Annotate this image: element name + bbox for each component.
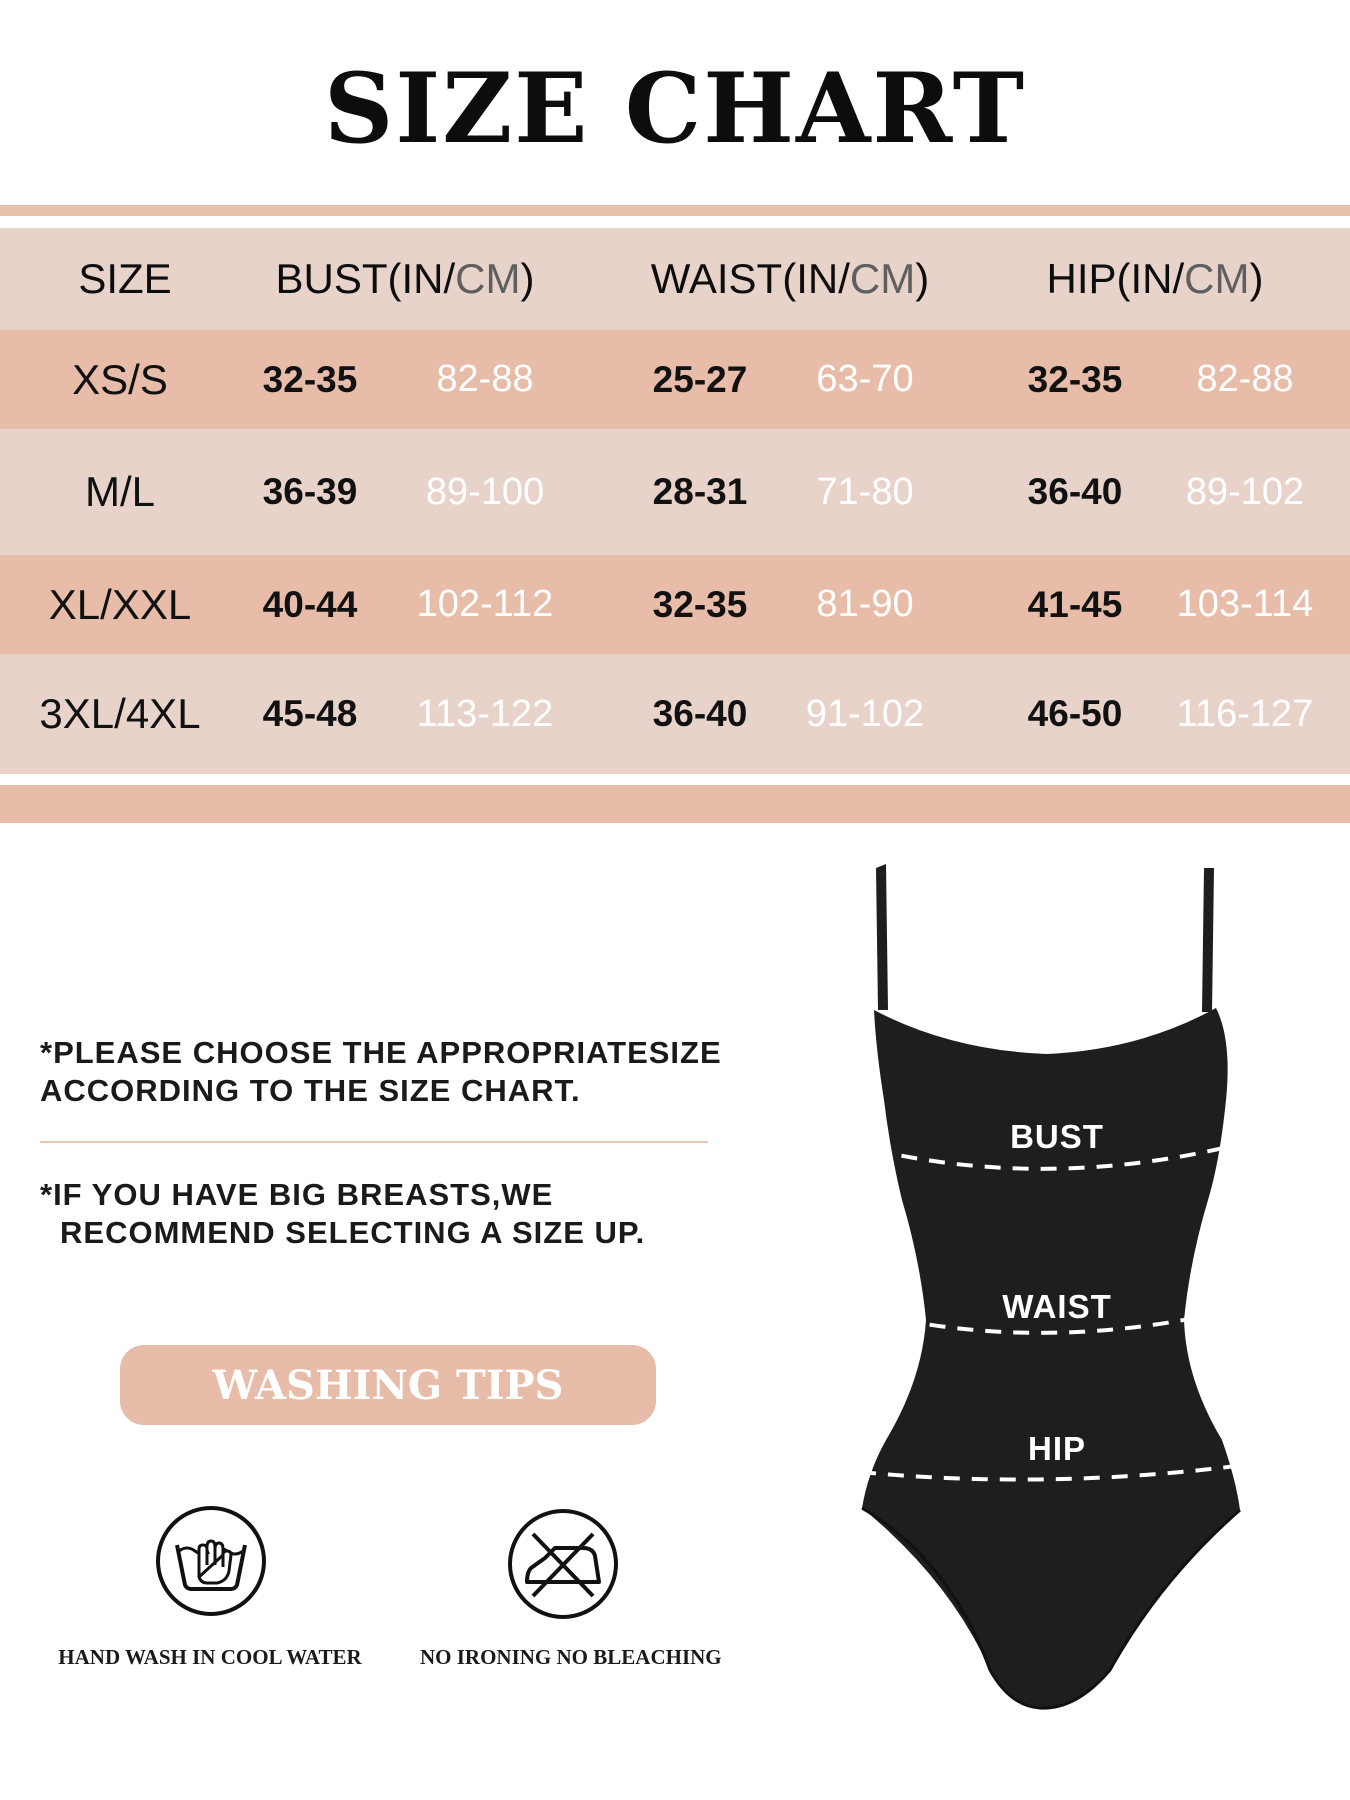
no-ironing-label: NO IRONING NO BLEACHING [420, 1645, 722, 1669]
header-hip-label: HIP(IN/ [1046, 255, 1185, 302]
page-title: SIZE CHART [323, 52, 1027, 165]
waist-cm-cell: 71-80 [816, 470, 914, 513]
bust-cm-cell: 82-88 [436, 358, 534, 400]
bust-note-line2: RECOMMEND SELECTING A SIZE UP. [60, 1215, 646, 1250]
table-row [0, 429, 1350, 555]
waist-in-cell: 25-27 [652, 358, 748, 400]
header-bust-close: ) [520, 255, 535, 302]
hip-cm-cell: 82-88 [1196, 358, 1294, 400]
waist-cm-cell: 91-102 [805, 692, 925, 735]
header-bust [240, 228, 570, 330]
bodysuit-figure [840, 860, 1270, 1720]
hip-in-cell: 46-50 [1027, 693, 1123, 734]
size-cell: XL/XXL [48, 580, 192, 628]
bust-note [40, 1176, 645, 1252]
waist-measure-label: WAIST [1002, 1288, 1112, 1325]
top-accent-strip [0, 205, 1350, 216]
hip-cm-cell: 89-102 [1185, 470, 1305, 513]
hip-in-cell: 32-35 [1027, 358, 1123, 400]
bust-in-cell: 40-44 [262, 583, 358, 625]
hand-wash-label: HAND WASH IN COOL WATER [58, 1645, 362, 1669]
notes-divider [40, 1141, 708, 1143]
header-waist-label: WAIST(IN/ [650, 255, 850, 302]
header-bust-label: BUST(IN/ [275, 255, 456, 302]
waist-in-cell: 28-31 [652, 471, 748, 512]
hip-cm-cell: 116-127 [1176, 692, 1314, 735]
washing-tips-banner: WASHING TIPS [120, 1345, 656, 1425]
size-cell: 3XL/4XL [39, 690, 201, 737]
table-row [0, 330, 1350, 429]
header-hip [1000, 228, 1310, 330]
header-hip-close: ) [1249, 255, 1264, 302]
table-row [0, 654, 1350, 774]
header-waist [620, 228, 960, 330]
header-waist-close: ) [915, 255, 930, 302]
size-note [40, 1034, 722, 1110]
header-size: SIZE [78, 255, 172, 302]
hip-in-cell: 36-40 [1027, 471, 1123, 512]
size-cell: XS/S [72, 355, 168, 403]
bust-note-line1: *IF YOU HAVE BIG BREASTS,WE [40, 1177, 554, 1212]
header-waist-unit: CM [849, 255, 916, 302]
no-ironing-icon [507, 1508, 619, 1620]
table-header-row [0, 228, 1350, 330]
header-bust-unit: CM [455, 255, 521, 302]
hand-wash-icon [155, 1505, 267, 1617]
table-row [0, 555, 1350, 654]
bust-cm-cell: 102-112 [416, 583, 554, 625]
bust-in-cell: 32-35 [262, 358, 358, 400]
bust-measure-label: BUST [1010, 1118, 1104, 1155]
bust-cm-cell: 113-122 [416, 692, 554, 735]
size-cell: M/L [84, 468, 155, 515]
waist-in-cell: 36-40 [652, 693, 748, 734]
size-note-line1: *PLEASE CHOOSE THE APPROPRIATESIZE [40, 1035, 722, 1070]
bust-cm-cell: 89-100 [425, 470, 545, 513]
bust-in-cell: 45-48 [262, 693, 358, 734]
waist-cm-cell: 81-90 [816, 583, 914, 625]
size-table [0, 228, 1350, 774]
size-note-line2: ACCORDING TO THE SIZE CHART. [40, 1073, 581, 1108]
waist-cm-cell: 63-70 [816, 358, 914, 400]
hip-measure-label: HIP [1027, 1430, 1086, 1467]
waist-in-cell: 32-35 [652, 583, 748, 625]
bust-in-cell: 36-39 [262, 471, 358, 512]
hip-cm-cell: 103-114 [1176, 583, 1314, 625]
bottom-accent-strip [0, 785, 1350, 823]
header-hip-unit: CM [1184, 255, 1250, 302]
hip-in-cell: 41-45 [1027, 583, 1123, 625]
